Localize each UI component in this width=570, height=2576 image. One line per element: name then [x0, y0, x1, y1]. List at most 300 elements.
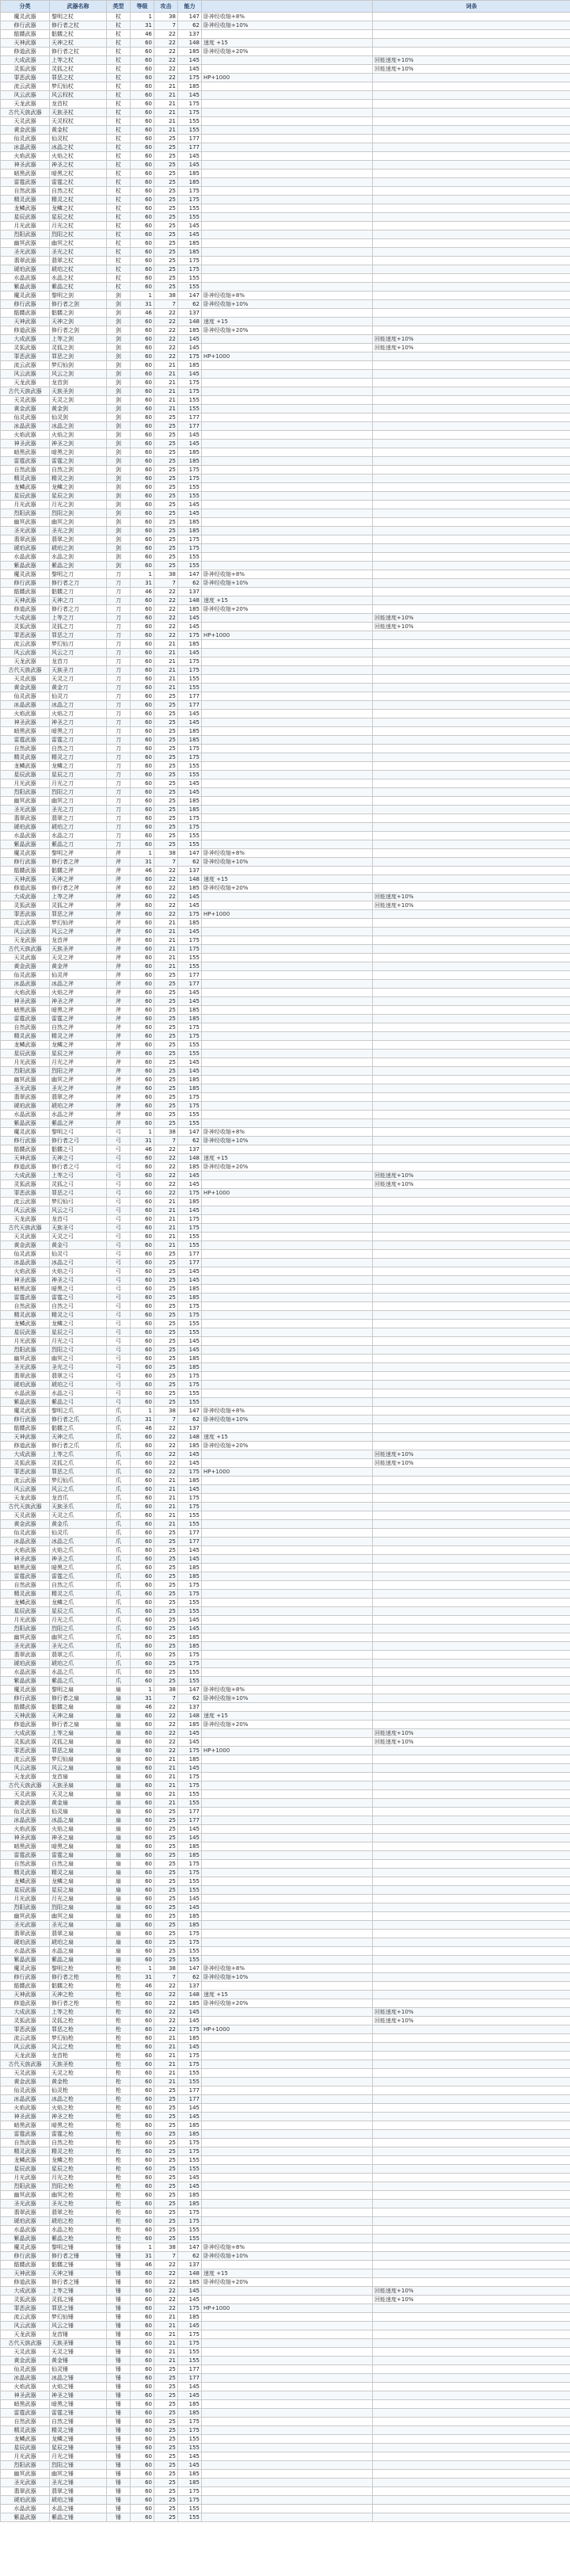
category-cell[interactable]: 琥珀武器: [1, 823, 50, 832]
effect-cell[interactable]: [202, 1825, 373, 1834]
category-cell[interactable]: 天龙武器: [1, 1494, 50, 1503]
attack-cell[interactable]: 25: [154, 1677, 178, 1686]
effect-cell[interactable]: [202, 1799, 373, 1808]
type-cell[interactable]: 爪: [107, 1616, 131, 1625]
ability-cell[interactable]: 145: [178, 997, 202, 1006]
category-cell[interactable]: 流云武器: [1, 2034, 50, 2043]
category-cell[interactable]: 暗黑武器: [1, 1285, 50, 1294]
type-cell[interactable]: 锤: [107, 2357, 131, 2365]
level-cell[interactable]: 60: [131, 1198, 154, 1206]
weapon-name-cell[interactable]: 灵狐之杖: [50, 65, 107, 74]
attack-cell[interactable]: 25: [154, 1886, 178, 1895]
level-cell[interactable]: 60: [131, 1389, 154, 1398]
ability-cell[interactable]: 155: [178, 771, 202, 779]
effect-extra-cell[interactable]: [373, 2444, 570, 2452]
weapon-name-cell[interactable]: 水晶之剑: [50, 553, 107, 562]
category-cell[interactable]: 雷霆武器: [1, 1294, 50, 1302]
level-cell[interactable]: 31: [131, 21, 154, 30]
type-cell[interactable]: 斧: [107, 1076, 131, 1084]
attack-cell[interactable]: 25: [154, 1119, 178, 1128]
category-cell[interactable]: 天神武器: [1, 1991, 50, 1999]
effect-cell[interactable]: 速度 +15: [202, 318, 373, 326]
ability-cell[interactable]: 185: [178, 605, 202, 614]
category-cell[interactable]: 修道武器: [1, 1163, 50, 1172]
weapon-name-cell[interactable]: 天族圣弓: [50, 1224, 107, 1233]
type-cell[interactable]: 剑: [107, 509, 131, 518]
effect-cell[interactable]: [202, 2034, 373, 2043]
category-cell[interactable]: 修行武器: [1, 1416, 50, 1424]
header-ability[interactable]: 能力: [178, 1, 202, 13]
ability-cell[interactable]: 145: [178, 2287, 202, 2296]
type-cell[interactable]: 斧: [107, 858, 131, 867]
level-cell[interactable]: 60: [131, 1189, 154, 1198]
effect-cell[interactable]: [202, 1424, 373, 1433]
level-cell[interactable]: 60: [131, 910, 154, 919]
attack-cell[interactable]: 21: [154, 684, 178, 692]
effect-cell[interactable]: [202, 901, 373, 910]
attack-cell[interactable]: 25: [154, 2086, 178, 2095]
ability-cell[interactable]: 185: [178, 1842, 202, 1851]
level-cell[interactable]: 60: [131, 884, 154, 893]
effect-cell[interactable]: [202, 788, 373, 797]
level-cell[interactable]: 60: [131, 1494, 154, 1503]
ability-cell[interactable]: 145: [178, 1485, 202, 1494]
level-cell[interactable]: 60: [131, 1023, 154, 1032]
ability-cell[interactable]: 185: [178, 2034, 202, 2043]
weapon-name-cell[interactable]: 风云之爪: [50, 1485, 107, 1494]
effect-extra-cell[interactable]: [373, 745, 570, 753]
level-cell[interactable]: 31: [131, 858, 154, 867]
weapon-name-cell[interactable]: 幽冥之杖: [50, 239, 107, 248]
effect-extra-cell[interactable]: [373, 884, 570, 893]
category-cell[interactable]: 雷霆武器: [1, 1015, 50, 1023]
category-cell[interactable]: 星辰武器: [1, 1607, 50, 1616]
weapon-name-cell[interactable]: 火焰之弓: [50, 1267, 107, 1276]
type-cell[interactable]: 弓: [107, 1398, 131, 1407]
level-cell[interactable]: 60: [131, 1991, 154, 1999]
weapon-name-cell[interactable]: 神圣之弓: [50, 1276, 107, 1285]
effect-cell[interactable]: [202, 527, 373, 535]
effect-cell[interactable]: [202, 2496, 373, 2505]
ability-cell[interactable]: 155: [178, 213, 202, 222]
type-cell[interactable]: 锤: [107, 2287, 131, 2296]
weapon-name-cell[interactable]: 修行者之斧: [50, 884, 107, 893]
attack-cell[interactable]: 25: [154, 1607, 178, 1616]
attack-cell[interactable]: 22: [154, 1154, 178, 1163]
type-cell[interactable]: 斧: [107, 919, 131, 928]
attack-cell[interactable]: 25: [154, 997, 178, 1006]
attack-cell[interactable]: 25: [154, 2235, 178, 2243]
ability-cell[interactable]: 185: [178, 178, 202, 187]
level-cell[interactable]: 31: [131, 579, 154, 588]
category-cell[interactable]: 星辰武器: [1, 2165, 50, 2174]
effect-cell[interactable]: [202, 1781, 373, 1790]
type-cell[interactable]: 爪: [107, 1590, 131, 1599]
ability-cell[interactable]: 185: [178, 457, 202, 466]
ability-cell[interactable]: 185: [178, 1084, 202, 1093]
type-cell[interactable]: 剑: [107, 501, 131, 509]
attack-cell[interactable]: 25: [154, 1912, 178, 1921]
effect-extra-cell[interactable]: [373, 718, 570, 727]
level-cell[interactable]: 60: [131, 1285, 154, 1294]
attack-cell[interactable]: 22: [154, 631, 178, 640]
level-cell[interactable]: 1: [131, 1964, 154, 1973]
ability-cell[interactable]: 155: [178, 954, 202, 962]
effect-cell[interactable]: [202, 1477, 373, 1485]
effect-extra-cell[interactable]: [373, 2113, 570, 2121]
attack-cell[interactable]: 25: [154, 492, 178, 501]
weapon-name-cell[interactable]: 修行者之刀: [50, 605, 107, 614]
ability-cell[interactable]: 155: [178, 1398, 202, 1407]
weapon-name-cell[interactable]: 黎明之刀: [50, 570, 107, 579]
ability-cell[interactable]: 185: [178, 2130, 202, 2139]
attack-cell[interactable]: 21: [154, 396, 178, 405]
effect-cell[interactable]: [202, 1102, 373, 1111]
effect-extra-cell[interactable]: [373, 2505, 570, 2513]
effect-extra-cell[interactable]: [373, 248, 570, 257]
category-cell[interactable]: 幽冥武器: [1, 797, 50, 806]
type-cell[interactable]: 杖: [107, 21, 131, 30]
ability-cell[interactable]: 145: [178, 718, 202, 727]
type-cell[interactable]: 锤: [107, 2269, 131, 2278]
effect-extra-cell[interactable]: [373, 1398, 570, 1407]
category-cell[interactable]: 大成武器: [1, 1450, 50, 1459]
ability-cell[interactable]: 145: [178, 2296, 202, 2304]
effect-cell[interactable]: [202, 2060, 373, 2069]
level-cell[interactable]: 60: [131, 1564, 154, 1572]
category-cell[interactable]: 翡翠武器: [1, 535, 50, 544]
effect-cell[interactable]: 卧神经收缩+10%: [202, 858, 373, 867]
type-cell[interactable]: 剑: [107, 457, 131, 466]
effect-extra-cell[interactable]: [373, 997, 570, 1006]
ability-cell[interactable]: 147: [178, 1964, 202, 1973]
level-cell[interactable]: 60: [131, 2113, 154, 2121]
level-cell[interactable]: 60: [131, 954, 154, 962]
category-cell[interactable]: 大成武器: [1, 2008, 50, 2017]
category-cell[interactable]: 灵狐武器: [1, 623, 50, 631]
type-cell[interactable]: 枪: [107, 2034, 131, 2043]
effect-cell[interactable]: [202, 56, 373, 65]
type-cell[interactable]: 锤: [107, 2461, 131, 2470]
category-cell[interactable]: 雷霆武器: [1, 1851, 50, 1860]
level-cell[interactable]: 60: [131, 1808, 154, 1816]
category-cell[interactable]: 天神武器: [1, 875, 50, 884]
weapon-name-cell[interactable]: 星辰之爪: [50, 1607, 107, 1616]
effect-extra-cell[interactable]: [373, 2313, 570, 2322]
effect-cell[interactable]: [202, 178, 373, 187]
level-cell[interactable]: 60: [131, 623, 154, 631]
type-cell[interactable]: 扇: [107, 1895, 131, 1903]
attack-cell[interactable]: 25: [154, 1328, 178, 1337]
effect-extra-cell[interactable]: [373, 1572, 570, 1581]
level-cell[interactable]: 60: [131, 2505, 154, 2513]
effect-extra-cell[interactable]: [373, 1224, 570, 1233]
weapon-name-cell[interactable]: 火焰之枪: [50, 2104, 107, 2113]
ability-cell[interactable]: 145: [178, 370, 202, 379]
weapon-name-cell[interactable]: 雷霆之爪: [50, 1572, 107, 1581]
ability-cell[interactable]: 185: [178, 48, 202, 56]
level-cell[interactable]: 46: [131, 588, 154, 596]
type-cell[interactable]: 斧: [107, 962, 131, 971]
level-cell[interactable]: 60: [131, 1816, 154, 1825]
ability-cell[interactable]: 145: [178, 2452, 202, 2461]
ability-cell[interactable]: 175: [178, 196, 202, 204]
weapon-name-cell[interactable]: 修行者之杖: [50, 48, 107, 56]
effect-cell[interactable]: [202, 1633, 373, 1642]
type-cell[interactable]: 斧: [107, 893, 131, 901]
attack-cell[interactable]: 25: [154, 1276, 178, 1285]
effect-cell[interactable]: [202, 806, 373, 814]
level-cell[interactable]: 60: [131, 265, 154, 274]
level-cell[interactable]: 60: [131, 135, 154, 143]
effect-extra-cell[interactable]: 回能速度+10%: [373, 335, 570, 344]
weapon-name-cell[interactable]: 月光之剑: [50, 501, 107, 509]
weapon-name-cell[interactable]: 天族圣刀: [50, 666, 107, 675]
attack-cell[interactable]: 21: [154, 2034, 178, 2043]
ability-cell[interactable]: 145: [178, 1058, 202, 1067]
attack-cell[interactable]: 25: [154, 265, 178, 274]
type-cell[interactable]: 爪: [107, 1607, 131, 1616]
effect-extra-cell[interactable]: [373, 109, 570, 117]
effect-cell[interactable]: [202, 753, 373, 762]
category-cell[interactable]: 烈阳武器: [1, 1903, 50, 1912]
ability-cell[interactable]: 175: [178, 823, 202, 832]
type-cell[interactable]: 扇: [107, 1790, 131, 1799]
ability-cell[interactable]: 175: [178, 1102, 202, 1111]
ability-cell[interactable]: 155: [178, 1677, 202, 1686]
level-cell[interactable]: 60: [131, 893, 154, 901]
type-cell[interactable]: 枪: [107, 2095, 131, 2104]
effect-extra-cell[interactable]: [373, 1503, 570, 1511]
effect-cell[interactable]: [202, 2208, 373, 2217]
weapon-name-cell[interactable]: 上等之杖: [50, 56, 107, 65]
attack-cell[interactable]: 22: [154, 30, 178, 39]
level-cell[interactable]: 60: [131, 2435, 154, 2444]
category-cell[interactable]: 神圣武器: [1, 1834, 50, 1842]
weapon-name-cell[interactable]: 圣光之弓: [50, 1363, 107, 1372]
attack-cell[interactable]: 25: [154, 771, 178, 779]
level-cell[interactable]: 46: [131, 30, 154, 39]
type-cell[interactable]: 锤: [107, 2365, 131, 2374]
level-cell[interactable]: 60: [131, 527, 154, 535]
attack-cell[interactable]: 22: [154, 1721, 178, 1729]
level-cell[interactable]: 60: [131, 1903, 154, 1912]
weapon-name-cell[interactable]: 烈阳之锤: [50, 2461, 107, 2470]
effect-cell[interactable]: [202, 2287, 373, 2296]
effect-cell[interactable]: [202, 1250, 373, 1259]
effect-extra-cell[interactable]: [373, 509, 570, 518]
weapon-name-cell[interactable]: 黄金杖: [50, 126, 107, 135]
effect-cell[interactable]: [202, 1572, 373, 1581]
weapon-name-cell[interactable]: 琥珀之杖: [50, 265, 107, 274]
effect-extra-cell[interactable]: [373, 1259, 570, 1267]
category-cell[interactable]: 罪恶武器: [1, 1747, 50, 1755]
effect-extra-cell[interactable]: [373, 2104, 570, 2113]
level-cell[interactable]: 60: [131, 1930, 154, 1938]
weapon-name-cell[interactable]: 上等之刀: [50, 614, 107, 623]
level-cell[interactable]: 60: [131, 2217, 154, 2226]
effect-extra-cell[interactable]: [373, 2025, 570, 2034]
attack-cell[interactable]: 25: [154, 736, 178, 745]
ability-cell[interactable]: 185: [178, 1198, 202, 1206]
level-cell[interactable]: 60: [131, 718, 154, 727]
effect-cell[interactable]: [202, 840, 373, 849]
effect-extra-cell[interactable]: [373, 2400, 570, 2409]
effect-cell[interactable]: [202, 1520, 373, 1529]
effect-extra-cell[interactable]: [373, 2182, 570, 2191]
attack-cell[interactable]: 25: [154, 1538, 178, 1546]
effect-extra-cell[interactable]: [373, 501, 570, 509]
effect-cell[interactable]: [202, 2426, 373, 2435]
weapon-name-cell[interactable]: 火焰之刀: [50, 710, 107, 718]
category-cell[interactable]: 暗黑武器: [1, 2400, 50, 2409]
category-cell[interactable]: 冰晶武器: [1, 1259, 50, 1267]
effect-cell[interactable]: [202, 413, 373, 422]
weapon-name-cell[interactable]: 翡翠之杖: [50, 257, 107, 265]
ability-cell[interactable]: 155: [178, 1328, 202, 1337]
level-cell[interactable]: 60: [131, 1111, 154, 1119]
attack-cell[interactable]: 21: [154, 1511, 178, 1520]
level-cell[interactable]: 60: [131, 474, 154, 483]
category-cell[interactable]: 大成武器: [1, 893, 50, 901]
effect-cell[interactable]: [202, 361, 373, 370]
level-cell[interactable]: 60: [131, 56, 154, 65]
effect-extra-cell[interactable]: [373, 265, 570, 274]
effect-cell[interactable]: [202, 2470, 373, 2479]
category-cell[interactable]: 紫晶武器: [1, 1677, 50, 1686]
effect-extra-cell[interactable]: 回能速度+10%: [373, 901, 570, 910]
ability-cell[interactable]: 175: [178, 2208, 202, 2217]
level-cell[interactable]: 60: [131, 2130, 154, 2139]
type-cell[interactable]: 弓: [107, 1172, 131, 1180]
effect-cell[interactable]: 卧神经收缩+20%: [202, 1163, 373, 1172]
type-cell[interactable]: 弓: [107, 1320, 131, 1328]
category-cell[interactable]: 天灵武器: [1, 1790, 50, 1799]
type-cell[interactable]: 弓: [107, 1198, 131, 1206]
effect-extra-cell[interactable]: [373, 1163, 570, 1172]
attack-cell[interactable]: 21: [154, 945, 178, 954]
effect-cell[interactable]: [202, 2121, 373, 2130]
type-cell[interactable]: 斧: [107, 1015, 131, 1023]
effect-extra-cell[interactable]: [373, 1842, 570, 1851]
attack-cell[interactable]: 38: [154, 849, 178, 858]
type-cell[interactable]: 斧: [107, 910, 131, 919]
level-cell[interactable]: 60: [131, 1677, 154, 1686]
type-cell[interactable]: 锤: [107, 2444, 131, 2452]
category-cell[interactable]: 黄金武器: [1, 1520, 50, 1529]
category-cell[interactable]: 水晶武器: [1, 553, 50, 562]
ability-cell[interactable]: 155: [178, 2078, 202, 2086]
effect-cell[interactable]: [202, 248, 373, 257]
attack-cell[interactable]: 22: [154, 1180, 178, 1189]
effect-extra-cell[interactable]: [373, 1921, 570, 1930]
level-cell[interactable]: 60: [131, 1712, 154, 1721]
category-cell[interactable]: 星辰武器: [1, 2444, 50, 2452]
weapon-name-cell[interactable]: 黄金斧: [50, 962, 107, 971]
category-cell[interactable]: 修道武器: [1, 2278, 50, 2287]
weapon-name-cell[interactable]: 天族圣剑: [50, 387, 107, 396]
type-cell[interactable]: 锤: [107, 2261, 131, 2269]
weapon-name-cell[interactable]: 月光之弓: [50, 1337, 107, 1346]
category-cell[interactable]: 圣光武器: [1, 248, 50, 257]
attack-cell[interactable]: 25: [154, 2383, 178, 2391]
weapon-name-cell[interactable]: 龙首锤: [50, 2330, 107, 2339]
ability-cell[interactable]: 155: [178, 2435, 202, 2444]
type-cell[interactable]: 枪: [107, 2182, 131, 2191]
effect-extra-cell[interactable]: [373, 1747, 570, 1755]
effect-extra-cell[interactable]: [373, 2078, 570, 2086]
attack-cell[interactable]: 22: [154, 1999, 178, 2008]
weapon-name-cell[interactable]: 暗黑之爪: [50, 1564, 107, 1572]
effect-extra-cell[interactable]: [373, 2461, 570, 2470]
effect-extra-cell[interactable]: [373, 989, 570, 997]
ability-cell[interactable]: 137: [178, 1703, 202, 1712]
level-cell[interactable]: 60: [131, 457, 154, 466]
attack-cell[interactable]: 25: [154, 1930, 178, 1938]
weapon-name-cell[interactable]: 灵狐之斧: [50, 901, 107, 910]
weapon-name-cell[interactable]: 黄金刀: [50, 684, 107, 692]
weapon-name-cell[interactable]: 风云之弓: [50, 1206, 107, 1215]
ability-cell[interactable]: 145: [178, 91, 202, 100]
effect-extra-cell[interactable]: [373, 405, 570, 413]
level-cell[interactable]: 60: [131, 178, 154, 187]
effect-extra-cell[interactable]: [373, 2147, 570, 2156]
attack-cell[interactable]: 25: [154, 788, 178, 797]
attack-cell[interactable]: 22: [154, 1738, 178, 1747]
effect-cell[interactable]: [202, 1599, 373, 1607]
effect-extra-cell[interactable]: [373, 1930, 570, 1938]
effect-extra-cell[interactable]: [373, 143, 570, 152]
weapon-name-cell[interactable]: 自然之弓: [50, 1302, 107, 1311]
type-cell[interactable]: 爪: [107, 1442, 131, 1450]
effect-cell[interactable]: [202, 1032, 373, 1041]
attack-cell[interactable]: 22: [154, 335, 178, 344]
attack-cell[interactable]: 25: [154, 466, 178, 474]
type-cell[interactable]: 弓: [107, 1128, 131, 1137]
attack-cell[interactable]: 25: [154, 2165, 178, 2174]
effect-extra-cell[interactable]: [373, 1320, 570, 1328]
level-cell[interactable]: 60: [131, 1102, 154, 1111]
attack-cell[interactable]: 25: [154, 1267, 178, 1276]
ability-cell[interactable]: 175: [178, 100, 202, 109]
category-cell[interactable]: 大成武器: [1, 335, 50, 344]
attack-cell[interactable]: 25: [154, 2104, 178, 2113]
attack-cell[interactable]: 25: [154, 989, 178, 997]
effect-extra-cell[interactable]: [373, 492, 570, 501]
attack-cell[interactable]: 25: [154, 231, 178, 239]
level-cell[interactable]: 60: [131, 2348, 154, 2357]
level-cell[interactable]: 60: [131, 1485, 154, 1494]
effect-cell[interactable]: HP+1000: [202, 910, 373, 919]
level-cell[interactable]: 60: [131, 1921, 154, 1930]
effect-extra-cell[interactable]: [373, 1825, 570, 1834]
attack-cell[interactable]: 21: [154, 1485, 178, 1494]
weapon-name-cell[interactable]: 梦幻仙斧: [50, 919, 107, 928]
weapon-name-cell[interactable]: 紫晶之爪: [50, 1677, 107, 1686]
type-cell[interactable]: 弓: [107, 1311, 131, 1320]
type-cell[interactable]: 爪: [107, 1564, 131, 1572]
weapon-name-cell[interactable]: 月光之杖: [50, 222, 107, 231]
level-cell[interactable]: 60: [131, 2200, 154, 2208]
attack-cell[interactable]: 22: [154, 1982, 178, 1991]
weapon-name-cell[interactable]: 冰晶之杖: [50, 143, 107, 152]
effect-cell[interactable]: 速度 +15: [202, 1433, 373, 1442]
weapon-name-cell[interactable]: 琥珀之锤: [50, 2496, 107, 2505]
attack-cell[interactable]: 25: [154, 1599, 178, 1607]
level-cell[interactable]: 60: [131, 2156, 154, 2165]
category-cell[interactable]: 灵狐武器: [1, 1180, 50, 1189]
attack-cell[interactable]: 21: [154, 1799, 178, 1808]
